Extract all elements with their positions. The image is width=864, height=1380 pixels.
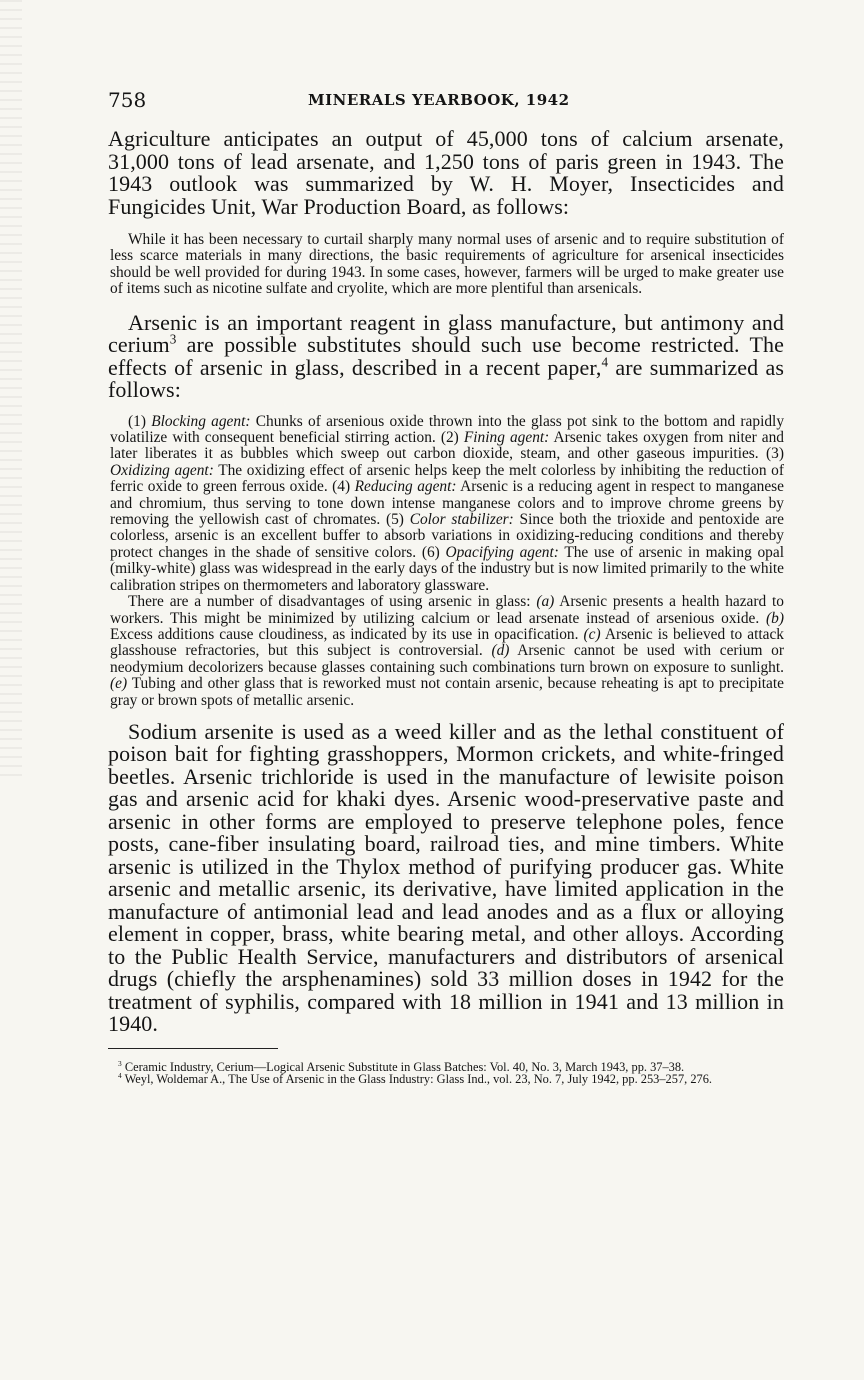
quote-glass-effects: (1) Blocking agent: Chunks of arsenious oxide thrown into the glass pot sink to the bottom and rapidly volatilize with consequent beneficial stirring action. (2) Fining agent: Arsenic takes oxygen from niter and later liberates it as bubbles which sweep out carbon dioxide, steam, and other gaseous impurities. (3) Oxidizing agent: The oxidizing effect of arsenic helps keep the melt colorless by inhibiting the reduction of ferric oxide to green ferrous oxide. (4) Reducing agent: Arsenic is a reducing agent in respect to manganese and chromium, thus serving to tone down intense manganese colors and to improve chrome greens by removing the yellowish cast of chromates. (5) Color stabilizer: Since both the trioxide and pentoxide are colorless, arsenic is an excellent buffer to absorb variations in oxidizing-reducing conditions and thereby protect changes in the shade of sensitive colors. (6) Opacifying agent: The use of arsenic in making opal (milky-white) glass was widespread in the early days of the industry but is now limited primarily to the white calibration stripes on thermometers and laboratory glassware.	[110, 412, 785, 594]
term-reducing-agent: Reducing agent:	[354, 478, 457, 496]
footnote-4: $^4$ Weyl, Woldemar A., The Use of Arsenic in the Glass Industry: Glass Ind., vol. 23, No. 7, July 1942, pp. 253–257, 276.	[118, 1071, 713, 1087]
quote-moyer: While it has been necessary to curtail sharply many normal uses of arsenic and to require substitution of less scarce materials in many directions, the basic requirements of agriculture for arsenical insecticides should be well provided for during 1943. In some cases, however, farmers will be urged to make greater use of items such as nicotine sulfate and cryolite, which are more plentiful than arsenicals.	[110, 231, 784, 298]
term-color-stabilizer: Color stabilizer:	[409, 511, 514, 529]
term-opacifying-agent: Opacifying agent:	[445, 543, 559, 561]
footnote-ref-4: 4	[601, 354, 609, 370]
footnote-ref-3: 3	[169, 331, 177, 347]
quote-glass-disadvantages: There are a number of disadvantages of using arsenic in glass: (a) Arsenic presents a health hazard to workers. This might be minimized by utilizing calcium or lead arsenate instead of arsenious oxide. (b) Excess additions cause cloudiness, as indicated by its use in opacification. (c) Arsenic is believed to attack glasshouse refractories, but this subject is controversial. (d) Arsenic cannot be used with cerium or neodymium decolorizers because glasses containing such combinations turn brown on exposure to sunlight. (e) Tubing and other glass that is reworked must not contain arsenic, because reheating is apt to precipitate gray or brown spots of metallic arsenic.	[110, 593, 784, 709]
paragraph-glass-reagent: Arsenic is an important reagent in glass manufacture, but antimony and cerium$^3$ are possible substitutes should such use become restricted. The effects of arsenic in glass, described in a recent paper,$^4$ are summarized as follows:	[108, 309, 784, 403]
scan-edge-noise	[0, 0, 22, 780]
term-blocking-agent: Blocking agent:	[151, 412, 251, 430]
term-fining-agent: Fining agent:	[463, 429, 550, 447]
running-head: MINERALS YEARBOOK, 1942	[308, 91, 570, 109]
page-header	[108, 88, 784, 118]
paragraph-agriculture-outlook: Agriculture anticipates an output of 45,000 tons of calcium arsenate, 31,000 tons of lead arsenate, and 1,250 tons of paris green in 1943. The 1943 outlook was summarized by W. H. Moyer, Insecticides and Fungicides Unit, War Production Board, as follows:	[108, 126, 784, 219]
footnote-3: $^3$ Ceramic Industry, Cerium—Logical Arsenic Substitute in Glass Batches: Vol. 40, No. 3, March 1943, pp. 37–38.	[118, 1058, 685, 1074]
term-oxidizing-agent: Oxidizing agent:	[110, 461, 214, 479]
paragraph-other-uses: Sodium arsenite is used as a weed killer and as the lethal constituent of poison bait for fighting grasshoppers, Mormon crickets, and white-fringed beetles. Arsenic trichloride is used in the manufacture of lewisite poison gas and arsenic acid for khaki dyes. Arsenic wood-preservative paste and arsenic in other forms are employed to preserve telephone poles, fence posts, cane-fiber insulating board, railroad ties, and mine timbers. White arsenic is utilized in the Thylox method of purifying producer gas. White arsenic and metallic arsenic, its derivative, have limited application in the manufacture of antimonial lead and lead anodes and as a flux or alloying element in copper, brass, white bearing metal, and other alloys. According to the Public Health Service, manufacturers and distributors of arsenical drugs (chiefly the arsphenamines) sold 33 million doses in 1942 for the treatment of syphilis, compared with 18 million in 1941 and 13 million in 1940.	[108, 718, 784, 1037]
footnote-divider	[108, 1048, 278, 1049]
document-page	[108, 88, 784, 1086]
page-number: 758	[108, 88, 147, 112]
